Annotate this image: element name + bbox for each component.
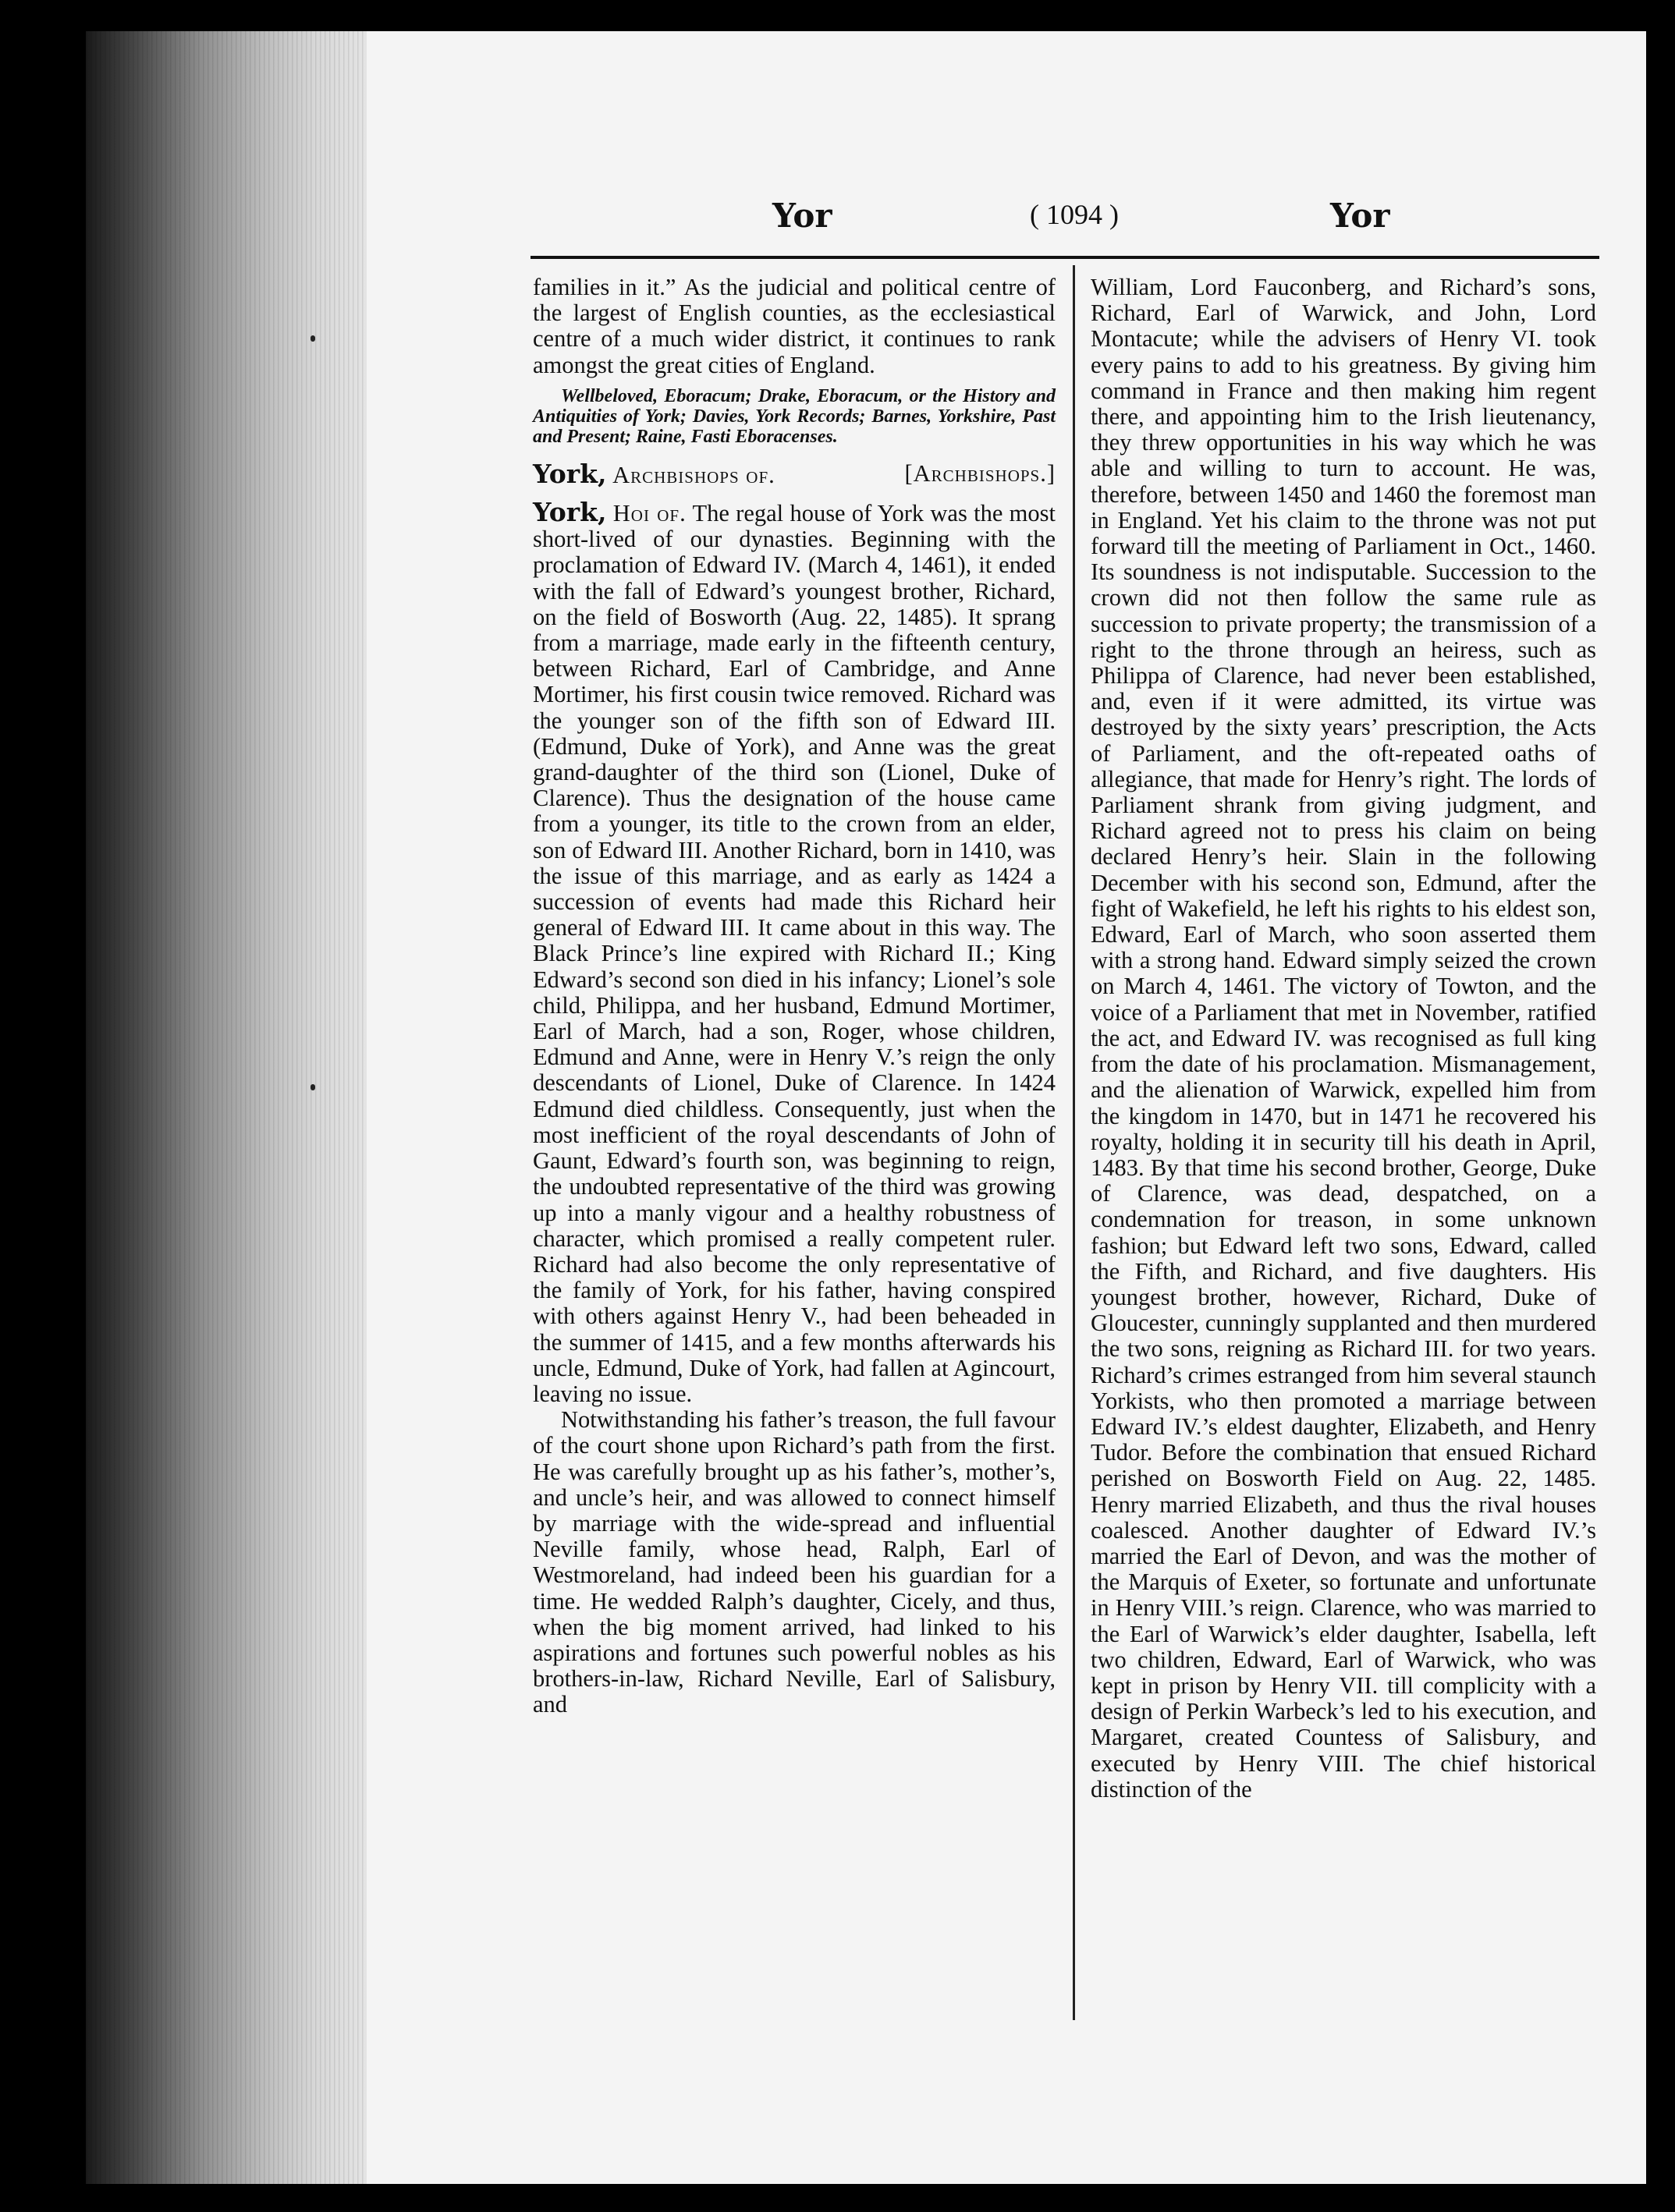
paragraph: families in it.” As the judicial and political centre of the largest of English counties, as the ecclesiastical centre of a much wider district, it continues to rank amongst the great cities of England. [533, 274, 1056, 378]
page-number: ( 1094 ) [1030, 199, 1119, 230]
entry-subtitle: Archbishops of. [612, 461, 775, 488]
entry-archbishops [533, 458, 1056, 489]
entry-subtitle: Hoi of. [612, 500, 687, 527]
entry-headword: York, [533, 497, 607, 528]
margin-speck [311, 1084, 315, 1090]
bibliography: Wellbeloved, Eboracum; Drake, Eboracum, or the History and Antiquities of York; Davies, York Records; Barnes, Yorkshire, Past and Present; Raine, Fasti Eboracenses. [533, 385, 1056, 447]
margin-speck [311, 335, 315, 342]
paragraph: The regal house of York was the most short-lived of our dynasties. Beginning with the proclamation of Edward IV. (March 4, 1461), it ended with the fall of Edward’s youngest brother, Richard, on the field of Bosworth (Aug. 22, 1485). It sprang from a marriage, made early in the fifteenth century, between Richard, Earl of Cambridge, and Anne Mortimer, his first cousin twice removed. Richard was the younger son of the fifth son of Edward III. (Edmund, Duke of York), and Anne was the great grand-daughter of the third son (Lionel, Duke of Clarence). Thus the designation of the house came from a younger, its title to the crown from an elder, son of Edward III. Another Richard, born in 1410, was the issue of this marriage, and as early as 1424 a succession of events had made this Richard heir general of Edward III. It came about in this way. The Black Prince’s line expired with Richard II.; King Edward’s second son died in his infancy; Lionel’s sole child, Philippa, and her husband, Edmund Mortimer, Earl of March, had a son, Roger, whose children, Edmund and Anne, were in Henry V.’s reign the only descendants of Lionel, Duke of Clarence. In 1424 Edmund died childless. Consequently, just when the most inefficient of the royal descendants of John of Gaunt, Edward’s fourth son, was beginning to reign, the undoubted representative of the third was growing up into a manly vigour and a healthy robustness of character, which promised a really competent ruler. Richard had also become the only representative of the family of York, for his father, having conspired with others against Henry V., had been beheaded in the summer of 1415, and a few months afterwards his uncle, Edmund, Duke of York, had fallen at Agincourt, leaving no issue. [533, 500, 1056, 1407]
page-edge-texture [86, 31, 374, 2184]
running-header [367, 197, 1646, 243]
left-column [533, 275, 1056, 1718]
paragraph: Notwithstanding his father’s treason, the full favour of the court shone upon Richard’s path from the first. He was carefully brought up as his father’s, mother’s, and uncle’s heir, and was allowed to connect himself by marriage with the wide-spread and influential Neville family, whose head, Ralph, Earl of Westmoreland, had indeed been his guardian for a time. He wedded Ralph’s daughter, Cicely, and thus, when the big moment arrived, had linked to his aspirations and fortunes such powerful nobles as his brothers-in-law, Richard Neville, Earl of Salisbury, and [533, 1406, 1056, 1718]
scan-border [0, 0, 1675, 31]
column-divider [1073, 265, 1075, 2020]
header-right-guideword: Yor [1330, 197, 1390, 235]
right-column [1091, 275, 1596, 1803]
entry-headword: York, [533, 458, 607, 489]
book-page [367, 31, 1646, 2184]
header-rule [531, 256, 1599, 259]
header-left-guideword: Yor [772, 197, 832, 235]
paragraph: William, Lord Fauconberg, and Richard’s sons, Richard, Earl of Warwick, and John, Lord Montacute; while the advisers of Henry VI. took every pains to add to his greatness. By giving him command in France and then making him regent there, and appointing him to the Irish lieutenancy, they threw opportunities in his way which he was able and willing to turn to account. He was, therefore, between 1450 and 1460 the foremost man in England. Yet his claim to the throne was not put forward till the meeting of Parliament in Oct., 1460. Its soundness is not indisputable. Succession to the crown did not then follow the same rule as succession to private property; the transmission of a right to the throne through an heiress, such as Philippa of Clarence, had never been established, and, even if it were admitted, its virtue was destroyed by the sixty years’ prescription, the Acts of Parliament, and the oft-repeated oaths of allegiance, that made for Henry’s right. The lords of Parliament shrank from giving judgment, and Richard agreed not to press his claim on being declared Henry’s heir. Slain in the following December with his second son, Edmund, after the fight of Wakefield, he left his rights to his eldest son, Edward, Earl of March, who soon asserted them with a strong hand. Edward simply seized the crown on March 4, 1461. The victory of Towton, and the voice of a Parliament that met in November, ratified the act, and Edward IV. was recognised as full king from the date of his proclamation. Mismanagement, and the alienation of Warwick, expelled him from the kingdom in 1470, but in 1471 he recovered his royalty, holding it in security till his death in April, 1483. By that time his second brother, George, Duke of Clarence, was dead, despatched, on a condemnation for treason, in some unknown fashion; but Edward left two sons, Edward, called the Fifth, and Richard, and five daughters. His youngest brother, however, Richard, Duke of Gloucester, cunningly supplanted and then murdered the two sons, reigning as Richard III. for two years. Richard’s crimes estranged from him several staunch Yorkists, who then promoted a marriage between Edward IV.’s eldest daughter, Elizabeth, and Henry Tudor. Before the combination that ensued Richard perished on Bosworth Field on Aug. 22, 1485. Henry married Elizabeth, and thus the rival houses coalesced. Another daughter of Edward IV.’s married the Earl of Devon, and was the mother of the Marquis of Exeter, so fortunate and unfortunate in Henry VIII.’s reign. Clarence, who was married to the Earl of Warwick’s elder daughter, Isabella, left two children, Edward, Earl of Warwick, who was kept in prison by Henry VII. till complicity with a design of Perkin Warbeck’s led to his execution, and Margaret, created Countess of Salisbury, and executed by Henry VIII. The chief historical distinction of the [1091, 274, 1596, 1803]
entry-house [533, 499, 1056, 1407]
cross-reference: [Archbishops.] [904, 459, 1056, 487]
